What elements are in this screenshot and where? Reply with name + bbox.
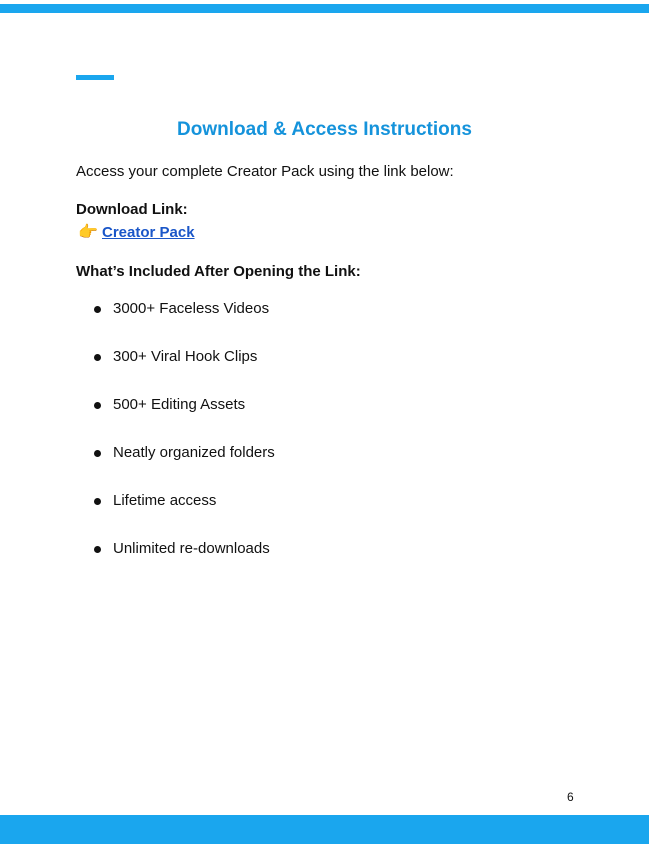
download-link-row (78, 224, 195, 241)
list-item (94, 540, 275, 588)
bottom-accent-bar (0, 815, 649, 844)
page-number: 6 (567, 790, 574, 804)
list-item (94, 348, 275, 396)
list-item (94, 396, 275, 444)
bullet-icon (94, 498, 101, 505)
page-title-text: Download & Access Instructions (177, 119, 472, 140)
intro-text: Access your complete Creator Pack using the link below: (76, 163, 454, 180)
bullet-icon (94, 546, 101, 553)
bullet-icon (94, 354, 101, 361)
list-item (94, 444, 275, 492)
page-title (0, 119, 649, 141)
bullet-icon (94, 450, 101, 457)
bullet-icon (94, 402, 101, 409)
list-item (94, 300, 275, 348)
download-label: Download Link: (76, 201, 188, 218)
list-item-label: Lifetime access (113, 492, 217, 509)
list-item-label: 300+ Viral Hook Clips (113, 348, 258, 365)
accent-dash (76, 75, 114, 80)
top-accent-bar (0, 4, 649, 13)
list-item-label: 500+ Editing Assets (113, 396, 246, 413)
included-list (94, 300, 275, 588)
creator-pack-link[interactable]: Creator Pack (102, 224, 195, 241)
bullet-icon (94, 306, 101, 313)
list-item-label: Neatly organized folders (113, 444, 275, 461)
list-item-label: 3000+ Faceless Videos (113, 300, 270, 317)
included-label: What’s Included After Opening the Link: (76, 263, 361, 280)
pointing-hand-icon: 👉 (78, 223, 98, 241)
list-item-label: Unlimited re-downloads (113, 540, 270, 557)
list-item (94, 492, 275, 540)
